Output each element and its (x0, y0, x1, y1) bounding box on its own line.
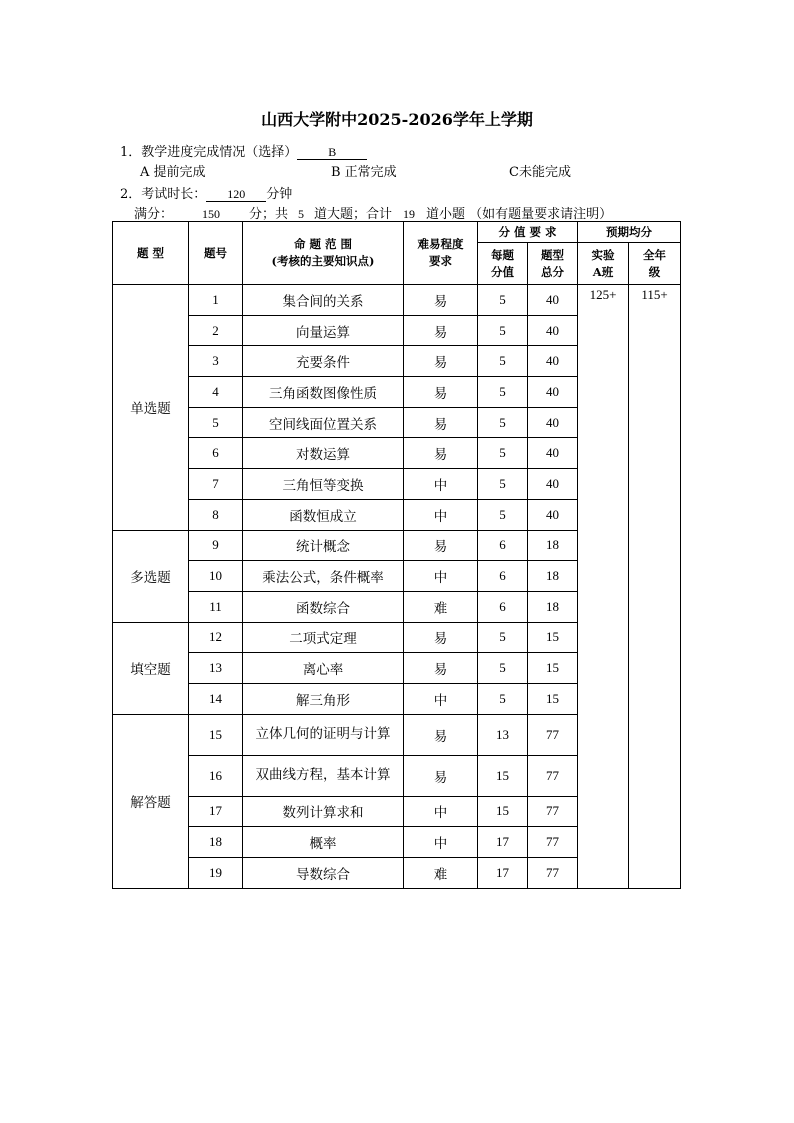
header-scope-l2: (考核的主要知识点) (271, 254, 375, 268)
score-line (134, 203, 612, 222)
question-no-cell: 8 (189, 499, 243, 530)
each-score-cell: 5 (478, 683, 528, 714)
each-score-cell: 6 (478, 530, 528, 561)
difficulty-cell: 易 (404, 755, 478, 796)
difficulty-cell: 难 (404, 858, 478, 889)
topic-cell: 函数综合 (243, 591, 404, 622)
difficulty-cell: 中 (404, 796, 478, 827)
difficulty-cell: 易 (404, 438, 478, 469)
topic-cell: 集合间的关系 (243, 285, 404, 316)
topic-cell: 乘法公式，条件概率 (243, 561, 404, 592)
question-no-cell: 15 (189, 714, 243, 755)
small-q-count: 19 (392, 207, 426, 222)
difficulty-cell: 中 (404, 561, 478, 592)
difficulty-cell: 中 (404, 499, 478, 530)
topic-cell: 函数恒成立 (243, 499, 404, 530)
header-scope (243, 222, 404, 285)
topic-cell: 概率 (243, 827, 404, 858)
header-expect-a-l2: A班 (592, 264, 614, 279)
header-each-l2: 分值 (491, 264, 514, 279)
each-score-cell: 5 (478, 622, 528, 653)
small-q-suffix: 道小题 （如有题量要求请注明） (426, 207, 613, 222)
question-no-cell: 12 (189, 622, 243, 653)
type-total-cell: 40 (528, 315, 578, 346)
header-score-group: 分 值 要 求 (478, 222, 578, 243)
topic-cell: 二项式定理 (243, 622, 404, 653)
question-no-cell: 6 (189, 438, 243, 469)
question-no-cell: 7 (189, 469, 243, 500)
type-total-cell: 18 (528, 561, 578, 592)
option-a: A 提前完成 (140, 165, 206, 180)
topic-cell: 对数运算 (243, 438, 404, 469)
each-score-cell: 5 (478, 653, 528, 684)
difficulty-cell: 易 (404, 346, 478, 377)
question-no-cell: 14 (189, 683, 243, 714)
type-total-cell: 77 (528, 827, 578, 858)
each-score-cell: 15 (478, 755, 528, 796)
question-type-cell: 填空题 (113, 622, 189, 714)
topic-cell: 数列计算求和 (243, 796, 404, 827)
header-diff-l2: 要求 (429, 254, 452, 268)
header-row (113, 222, 681, 243)
question-no-cell: 1 (189, 285, 243, 316)
question-no-cell: 11 (189, 591, 243, 622)
each-score-cell: 15 (478, 796, 528, 827)
topic-cell: 导数综合 (243, 858, 404, 889)
type-total-cell: 77 (528, 858, 578, 889)
small-q-prefix: 道大题；合计 (314, 207, 393, 222)
header-diff-l1: 难易程度 (417, 237, 464, 251)
duration-line (120, 183, 292, 202)
header-scope-l1: 命 题 范 围 (293, 237, 352, 251)
question-no-cell: 10 (189, 561, 243, 592)
difficulty-cell: 易 (404, 622, 478, 653)
topic-cell: 三角函数图像性质 (243, 377, 404, 408)
type-total-cell: 77 (528, 755, 578, 796)
type-total-cell: 40 (528, 377, 578, 408)
type-total-cell: 40 (528, 469, 578, 500)
type-total-cell: 40 (528, 499, 578, 530)
topic-cell: 空间线面位置关系 (243, 407, 404, 438)
each-score-cell: 5 (478, 315, 528, 346)
progress-label: 1．教学进度完成情况（选择） (120, 145, 298, 160)
difficulty-cell: 中 (404, 683, 478, 714)
table-row (113, 285, 681, 316)
header-no: 题号 (189, 222, 243, 285)
header-each-l1: 每题 (491, 247, 514, 262)
topic-cell: 离心率 (243, 653, 404, 684)
question-no-cell: 2 (189, 315, 243, 346)
big-q-count: 5 (288, 207, 314, 222)
full-score-value: 150 (173, 207, 249, 222)
header-total-l1: 题型 (541, 247, 564, 262)
topic-cell: 解三角形 (243, 683, 404, 714)
header-difficulty (404, 222, 478, 285)
header-expect-group: 预期均分 (578, 222, 681, 243)
each-score-cell: 17 (478, 858, 528, 889)
topic-cell: 统计概念 (243, 530, 404, 561)
duration-label: 2．考试时长： (120, 187, 207, 202)
question-no-cell: 19 (189, 858, 243, 889)
difficulty-cell: 易 (404, 377, 478, 408)
type-total-cell: 40 (528, 346, 578, 377)
type-total-cell: 15 (528, 683, 578, 714)
difficulty-cell: 易 (404, 530, 478, 561)
question-no-cell: 16 (189, 755, 243, 796)
full-score-label: 满分： (134, 207, 174, 222)
type-total-cell: 40 (528, 285, 578, 316)
topic-cell: 双曲线方程，基本计算 (243, 755, 404, 796)
progress-line (120, 141, 367, 160)
topic-cell: 立体几何的证明与计算 (243, 714, 404, 755)
header-each (478, 243, 528, 285)
header-expect-all-l2: 级 (648, 264, 661, 279)
difficulty-cell: 难 (404, 591, 478, 622)
big-q-prefix: 分；共 (249, 207, 289, 222)
difficulty-cell: 易 (404, 407, 478, 438)
difficulty-cell: 易 (404, 285, 478, 316)
exam-spec-table (112, 221, 681, 889)
question-no-cell: 18 (189, 827, 243, 858)
topic-cell: 三角恒等变换 (243, 469, 404, 500)
type-total-cell: 77 (528, 714, 578, 755)
option-c: C未能完成 (509, 165, 571, 180)
question-no-cell: 5 (189, 407, 243, 438)
question-type-cell: 单选题 (113, 285, 189, 531)
question-type-cell: 解答题 (113, 714, 189, 888)
each-score-cell: 6 (478, 591, 528, 622)
expected-avg-class-a: 125+ (578, 285, 629, 889)
each-score-cell: 6 (478, 561, 528, 592)
duration-unit: 分钟 (266, 187, 293, 202)
difficulty-cell: 中 (404, 827, 478, 858)
header-expect-a (578, 243, 629, 285)
header-expect-all-l1: 全年 (643, 247, 667, 262)
duration-value: 120 (206, 187, 266, 202)
type-total-cell: 18 (528, 530, 578, 561)
type-total-cell: 77 (528, 796, 578, 827)
topic-cell: 充要条件 (243, 346, 404, 377)
header-total-l2: 总分 (541, 264, 564, 279)
difficulty-cell: 中 (404, 469, 478, 500)
question-no-cell: 3 (189, 346, 243, 377)
type-total-cell: 40 (528, 438, 578, 469)
each-score-cell: 17 (478, 827, 528, 858)
difficulty-cell: 易 (404, 315, 478, 346)
question-no-cell: 4 (189, 377, 243, 408)
header-type: 题 型 (113, 222, 189, 285)
each-score-cell: 5 (478, 469, 528, 500)
question-no-cell: 13 (189, 653, 243, 684)
each-score-cell: 5 (478, 377, 528, 408)
header-total (528, 243, 578, 285)
each-score-cell: 5 (478, 407, 528, 438)
question-type-cell: 多选题 (113, 530, 189, 622)
question-no-cell: 17 (189, 796, 243, 827)
header-expect-a-l1: 实验 (591, 247, 615, 262)
document-title: 山西大学附中2025-2026学年上学期 (261, 110, 533, 129)
question-no-cell: 9 (189, 530, 243, 561)
expected-avg-grade: 115+ (629, 285, 681, 889)
each-score-cell: 13 (478, 714, 528, 755)
type-total-cell: 18 (528, 591, 578, 622)
each-score-cell: 5 (478, 438, 528, 469)
header-expect-all (629, 243, 681, 285)
topic-cell: 向量运算 (243, 315, 404, 346)
type-total-cell: 15 (528, 622, 578, 653)
difficulty-cell: 易 (404, 714, 478, 755)
type-total-cell: 15 (528, 653, 578, 684)
progress-answer: B (297, 145, 367, 160)
type-total-cell: 40 (528, 407, 578, 438)
each-score-cell: 5 (478, 346, 528, 377)
each-score-cell: 5 (478, 285, 528, 316)
each-score-cell: 5 (478, 499, 528, 530)
difficulty-cell: 易 (404, 653, 478, 684)
option-b: B 正常完成 (331, 165, 397, 180)
